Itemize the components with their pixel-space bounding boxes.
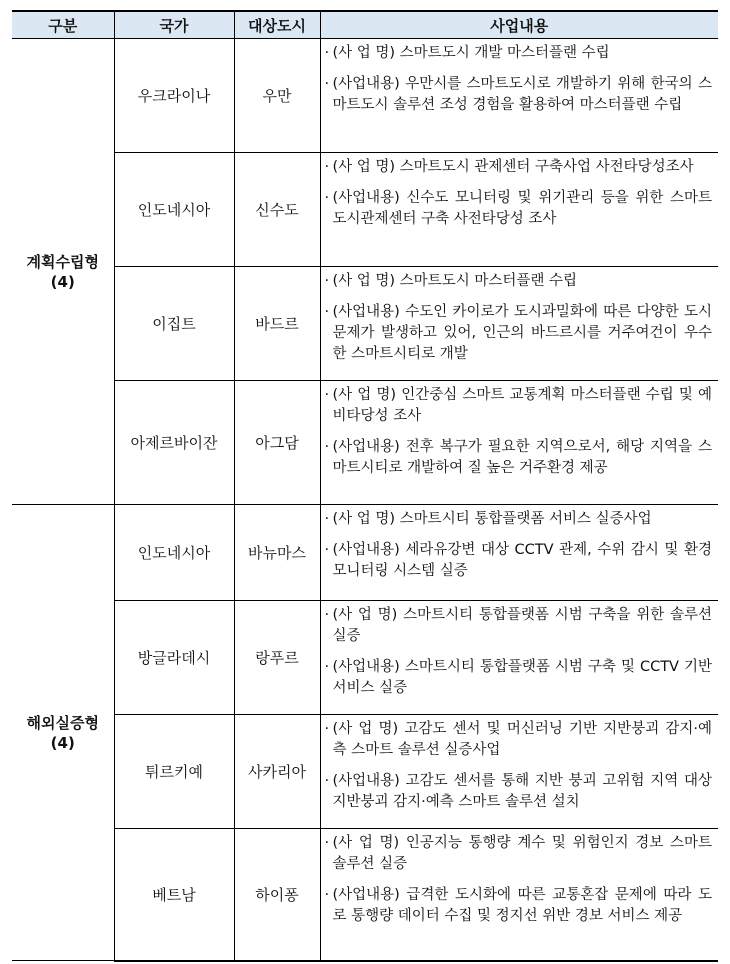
city-cell: 아그담 bbox=[234, 381, 320, 505]
country-cell: 이집트 bbox=[114, 267, 234, 381]
project-entry bbox=[325, 833, 713, 875]
project-entry bbox=[325, 271, 713, 292]
content-cell bbox=[320, 505, 718, 601]
project-table-wrapper bbox=[12, 10, 718, 962]
bullet-mark: · bbox=[324, 887, 330, 903]
country-cell: 인도네시아 bbox=[114, 153, 234, 267]
project-entry-text bbox=[333, 509, 713, 530]
bullet-mark: · bbox=[324, 159, 330, 175]
header-content: 사업내용 bbox=[320, 11, 718, 39]
table-row bbox=[12, 715, 718, 829]
content-entry-label: (사업내용) bbox=[332, 304, 400, 320]
content-entry-label: (사업내용) bbox=[332, 887, 400, 903]
project-entry-text bbox=[333, 271, 713, 292]
country-cell: 방글라데시 bbox=[114, 601, 234, 715]
content-entry bbox=[325, 885, 713, 927]
content-entry-value: 우만시를 스마트도시로 개발하기 위해 한국의 스마트도시 솔루션 조성 경험을 활용하여 마스터플랜 수립 bbox=[332, 76, 713, 113]
city-cell: 바드르 bbox=[234, 267, 320, 381]
project-entry-value: 고감도 센서 및 머신러닝 기반 지반붕괴 감지·예측 스마트 솔루션 실증사업 bbox=[332, 721, 712, 758]
content-entry-text bbox=[333, 771, 713, 813]
project-entry-label: (사 업 명) bbox=[332, 835, 400, 851]
project-entry-value: 인공지능 통행량 계수 및 위험인지 경보 스마트 솔루션 실증 bbox=[332, 835, 712, 872]
category-name: 계획수립형 bbox=[26, 252, 99, 271]
city-cell: 사카리아 bbox=[234, 715, 320, 829]
table-row bbox=[12, 39, 718, 153]
bullet-mark: · bbox=[324, 76, 330, 92]
city-cell: 랑푸르 bbox=[234, 601, 320, 715]
content-entry bbox=[325, 188, 713, 230]
content-entry-text bbox=[333, 74, 713, 116]
content-entry-label: (사업내용) bbox=[332, 659, 400, 675]
content-entry bbox=[325, 74, 713, 116]
table-body bbox=[12, 39, 718, 961]
country-cell: 인도네시아 bbox=[114, 505, 234, 601]
project-entry-text bbox=[333, 605, 713, 647]
bullet-mark: · bbox=[324, 542, 330, 558]
header-city: 대상도시 bbox=[234, 11, 320, 39]
table-row bbox=[12, 267, 718, 381]
table-row bbox=[12, 829, 718, 961]
project-entry-value: 인간중심 스마트 교통계획 마스터플랜 수립 및 예비타당성 조사 bbox=[332, 387, 713, 424]
project-entry-value: 스마트시티 통합플랫폼 서비스 실증사업 bbox=[399, 511, 652, 527]
content-entry-label: (사업내용) bbox=[332, 542, 400, 558]
project-entry-label: (사 업 명) bbox=[332, 45, 396, 61]
category-name: 해외실증형 bbox=[26, 713, 99, 732]
project-entry-text bbox=[333, 43, 713, 64]
content-cell bbox=[320, 829, 718, 961]
category-cell bbox=[12, 39, 114, 505]
project-entry-label: (사 업 명) bbox=[332, 511, 396, 527]
content-cell bbox=[320, 601, 718, 715]
bullet-mark: · bbox=[324, 773, 330, 789]
country-cell: 우크라이나 bbox=[114, 39, 234, 153]
project-entry-value: 스마트도시 관제센터 구축사업 사전타당성조사 bbox=[399, 159, 694, 175]
table-row bbox=[12, 601, 718, 715]
project-entry-label: (사 업 명) bbox=[332, 273, 396, 289]
country-cell: 아제르바이잔 bbox=[114, 381, 234, 505]
content-entry-text bbox=[333, 437, 713, 479]
bullet-mark: · bbox=[324, 439, 330, 455]
content-entry-text bbox=[333, 188, 713, 230]
header-country: 국가 bbox=[114, 11, 234, 39]
content-entry-value: 고감도 센서를 통해 지반 붕괴 고위험 지역 대상 지반붕괴 감지·예측 스마트 솔루션 설치 bbox=[332, 773, 713, 810]
bullet-mark: · bbox=[324, 511, 330, 527]
project-entry bbox=[325, 157, 713, 178]
content-entry-label: (사업내용) bbox=[332, 190, 400, 206]
content-cell bbox=[320, 267, 718, 381]
content-entry-value: 수도인 카이로가 도시과밀화에 따른 다양한 도시문제가 발생하고 있어, 인근의 바드르시를 거주여건이 우수한 스마트시티로 개발 bbox=[332, 304, 713, 362]
project-entry bbox=[325, 719, 713, 761]
bullet-mark: · bbox=[324, 273, 330, 289]
bullet-mark: · bbox=[324, 304, 330, 320]
city-cell: 하이퐁 bbox=[234, 829, 320, 961]
project-entry bbox=[325, 43, 713, 64]
bullet-mark: · bbox=[324, 835, 330, 851]
content-entry-text bbox=[333, 302, 713, 365]
city-cell: 우만 bbox=[234, 39, 320, 153]
category-count: (4) bbox=[50, 272, 75, 291]
city-cell: 바뉴마스 bbox=[234, 505, 320, 601]
project-entry-label: (사 업 명) bbox=[332, 607, 398, 623]
project-entry bbox=[325, 385, 713, 427]
content-entry bbox=[325, 437, 713, 479]
project-entry bbox=[325, 605, 713, 647]
project-entry-value: 스마트시티 통합플랫폼 시범 구축을 위한 솔루션 실증 bbox=[332, 607, 713, 644]
content-entry-value: 스마트시티 통합플랫폼 시범 구축 및 CCTV 기반 서비스 실증 bbox=[332, 659, 712, 696]
project-entry-label: (사 업 명) bbox=[332, 721, 399, 737]
project-table bbox=[12, 10, 718, 962]
project-entry-label: (사 업 명) bbox=[332, 159, 396, 175]
project-entry-value: 스마트도시 마스터플랜 수립 bbox=[399, 273, 577, 289]
content-entry-text bbox=[333, 657, 713, 699]
project-entry-text bbox=[333, 385, 713, 427]
content-entry-text bbox=[333, 540, 713, 582]
content-cell bbox=[320, 39, 718, 153]
content-cell bbox=[320, 153, 718, 267]
bullet-mark: · bbox=[324, 607, 330, 623]
header-row bbox=[12, 11, 718, 39]
country-cell: 베트남 bbox=[114, 829, 234, 961]
category-count: (4) bbox=[50, 733, 75, 752]
content-entry bbox=[325, 540, 713, 582]
table-row bbox=[12, 381, 718, 505]
bullet-mark: · bbox=[324, 721, 330, 737]
content-entry-value: 전후 복구가 필요한 지역으로서, 해당 지역을 스마트시티로 개발하여 질 높은 거주환경 제공 bbox=[332, 439, 712, 476]
content-cell bbox=[320, 715, 718, 829]
bullet-mark: · bbox=[324, 659, 330, 675]
project-entry-label: (사 업 명) bbox=[332, 387, 397, 403]
category-cell bbox=[12, 505, 114, 961]
content-entry-value: 신수도 모니터링 및 위기관리 등을 위한 스마트 도시관제센터 구축 사전타당성 조사 bbox=[332, 190, 712, 227]
table-row bbox=[12, 505, 718, 601]
bullet-mark: · bbox=[324, 387, 330, 403]
project-entry-value: 스마트도시 개발 마스터플랜 수립 bbox=[399, 45, 610, 61]
content-entry bbox=[325, 302, 713, 365]
content-entry-text bbox=[333, 885, 713, 927]
content-cell bbox=[320, 381, 718, 505]
bullet-mark: · bbox=[324, 190, 330, 206]
table-row bbox=[12, 153, 718, 267]
content-entry bbox=[325, 657, 713, 699]
header-category: 구분 bbox=[12, 11, 114, 39]
project-entry-text bbox=[333, 833, 713, 875]
content-entry bbox=[325, 771, 713, 813]
project-entry-text bbox=[333, 157, 713, 178]
content-entry-value: 세라유강변 대상 CCTV 관제, 수위 감시 및 환경 모니터링 시스템 실증 bbox=[332, 542, 713, 579]
content-entry-label: (사업내용) bbox=[332, 439, 400, 455]
content-entry-label: (사업내용) bbox=[332, 76, 400, 92]
city-cell: 신수도 bbox=[234, 153, 320, 267]
content-entry-value: 급격한 도시화에 따른 교통혼잡 문제에 따라 도로 통행량 데이터 수집 및 정지선 위반 경보 서비스 제공 bbox=[332, 887, 712, 924]
project-entry bbox=[325, 509, 713, 530]
project-entry-text bbox=[333, 719, 713, 761]
bullet-mark: · bbox=[324, 45, 330, 61]
country-cell: 튀르키예 bbox=[114, 715, 234, 829]
content-entry-label: (사업내용) bbox=[332, 773, 400, 789]
